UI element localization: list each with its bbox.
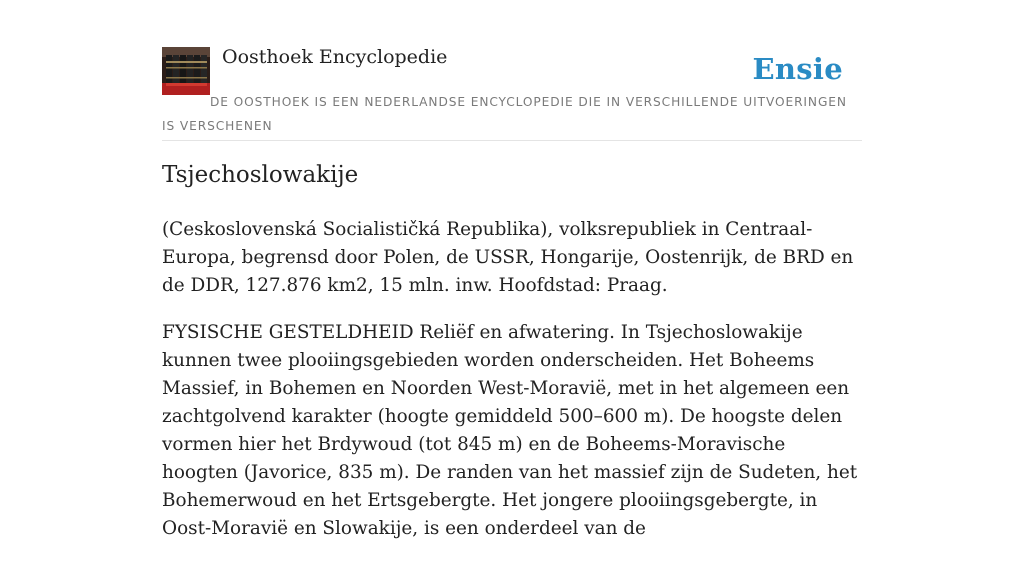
article-paragraph-intro: (Ceskoslovenská Socialističká Republika), volksrepubliek in Centraal-Europa, begrensd door Polen, de USSR, Hongarije, Oostenrijk, de BRD en de DDR, 127.876 km2, 15 mln. inw. Hoofdstad: Praag. (162, 219, 854, 296)
site-tagline: DE OOSTHOEK IS EEN NEDERLANDSE ENCYCLOPEDIE DIE IN VERSCHILLENDE UITVOERINGEN IS VERSCHENEN (162, 95, 847, 133)
encyclopedia-books-icon[interactable] (162, 47, 210, 95)
article-title: Tsjechoslowakije (162, 162, 359, 188)
article-paragraph-physical-geography: FYSISCHE GESTELDHEID Reliëf en afwatering. In Tsjechoslowakije kunnen twee plooiingsgebieden worden onderscheiden. Het Boheems Massief, in Bohemen en Noorden West-Moravië, met in het algemeen een zachtgolvend karakter (hoogte gemiddeld 500–600 m). De hoogste delen vormen hier het Brdywoud (tot 845 m) en de Boheems-Moravische hoogten (Javorice, 835 m). De randen van het massief zijn de Sudeten, het Bohemerwoud en het Ertsgebergte. Het jongere plooiingsgebergte, in Oost-Moravië en Slowakije, is een onderdeel van de (162, 322, 858, 539)
site-header (162, 0, 862, 141)
ensie-logo-link[interactable]: Ensie (752, 52, 843, 86)
article-body (162, 216, 862, 562)
page-container (162, 0, 862, 539)
site-title[interactable]: Oosthoek Encyclopedie (222, 46, 448, 68)
